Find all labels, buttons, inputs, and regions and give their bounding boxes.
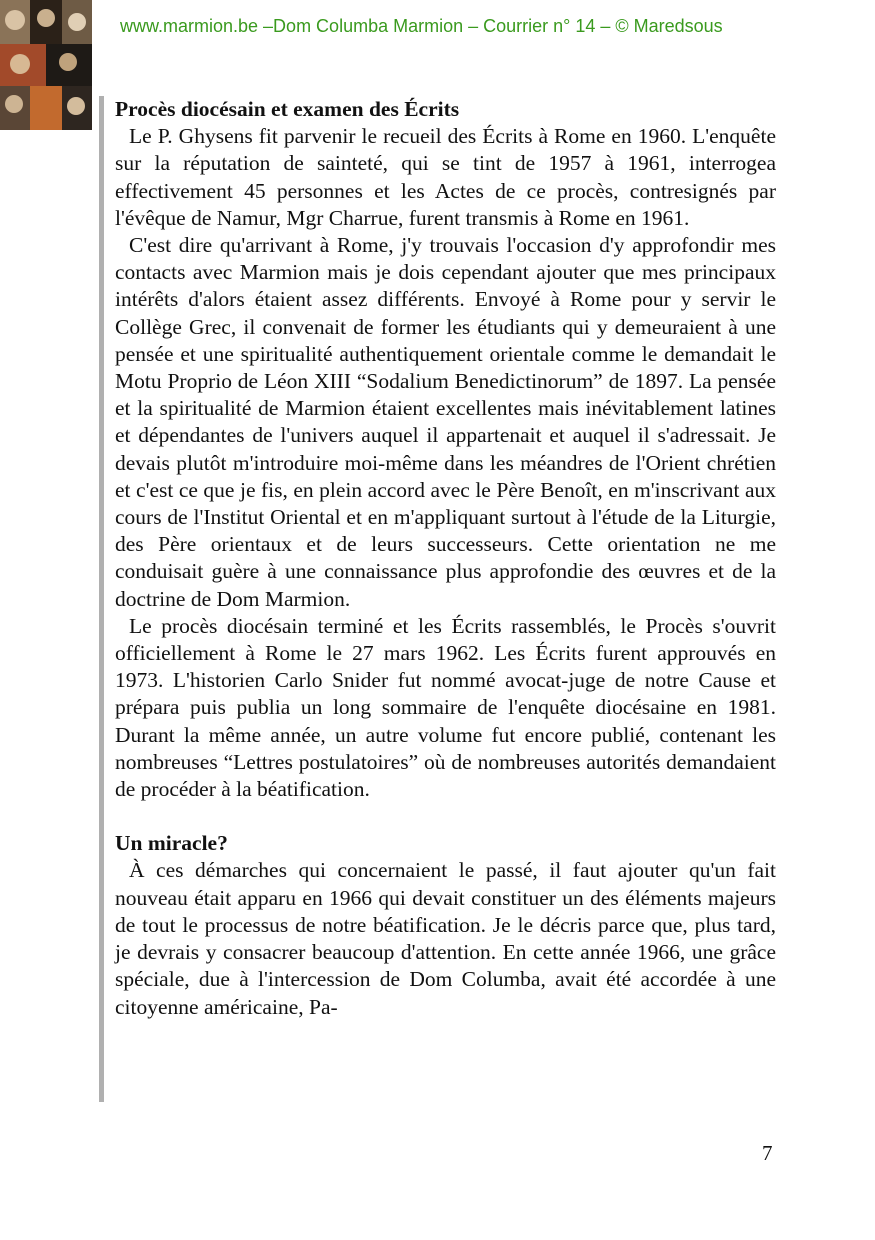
page-header: www.marmion.be –Dom Columba Marmion – Courrier n° 14 – © Maredsous [120,16,723,36]
article-body [115,96,776,1021]
paragraph: Le procès diocésain terminé et les Écrits rassemblés, le Procès s'ouvrit officiellement à Rome le 27 mars 1962. Les Écrits furent approuvés en 1973. L'historien Carlo Snider fut nommé avocat-juge de notre Cause et prépara puis publia un long sommaire de l'enquête diocésaine en 1981. Durant la même année, un autre volume fut encore publié, contenant les nombreuses “Lettres postulatoires” où de nombreuses autorités demandaient de procéder à la béatification. [115,613,776,802]
section-heading: Procès diocésain et examen des Écrits [115,97,460,121]
section-spacer [115,803,776,830]
paragraph: Le P. Ghysens fit parvenir le recueil des Écrits à Rome en 1960. L'enquête sur la réputation de sainteté, qui se tint de 1957 à 1961, interrogea effectivement 45 personnes et les Actes de ce procès, contresignés par l'évêque de Namur, Mgr Charrue, furent transmis à Rome en 1961. [115,124,776,230]
paragraph: C'est dire qu'arrivant à Rome, j'y trouvais l'occasion d'y approfondir mes contacts avec Marmion mais je dois cependant ajouter que mes principaux intérêts d'alors étaient assez différents. Envoyé à Rome pour y servir le Collège Grec, il convenait de former les étudiants qui y demeuraient à une pensée et une spiritualité authentiquement orientale comme le demandait le Motu Proprio de Léon XIII “Sodalium Benedictinorum” de 1897. La pensée et la spiritualité de Marmion étaient excellentes mais inévitablement latines et dépendantes de l'univers auquel il appartenait et auquel il s'adressait. Je devais plutôt m'introduire moi-même dans les méandres de l'Orient chrétien et c'est ce que je fis, en plein accord avec le Père Benoît, en m'inscrivant aux cours de l'Institut Oriental et en m'appliquant surtout à l'étude de la Liturgie, des Père orientaux et de leurs successeurs. Cette orientation ne me conduisait guère à une connaissance plus approfondie des œuvres et de la doctrine de Dom Marmion. [115,233,776,611]
paragraph: À ces démarches qui concernaient le passé, il faut ajouter qu'un fait nouveau était apparu en 1966 qui devait constituer un des éléments majeurs de tout le processus de notre béatification. Je le décris parce que, plus tard, je devrais y consacrer beaucoup d'attention. En cette année 1966, une grâce spéciale, due à l'intercession de Dom Columba, avait été accordée à une citoyenne américaine, Pa- [115,858,776,1019]
margin-rule [99,96,104,1102]
header-photo-collage [0,0,92,130]
page-number: 7 [762,1141,773,1165]
section-heading: Un miracle? [115,831,228,856]
